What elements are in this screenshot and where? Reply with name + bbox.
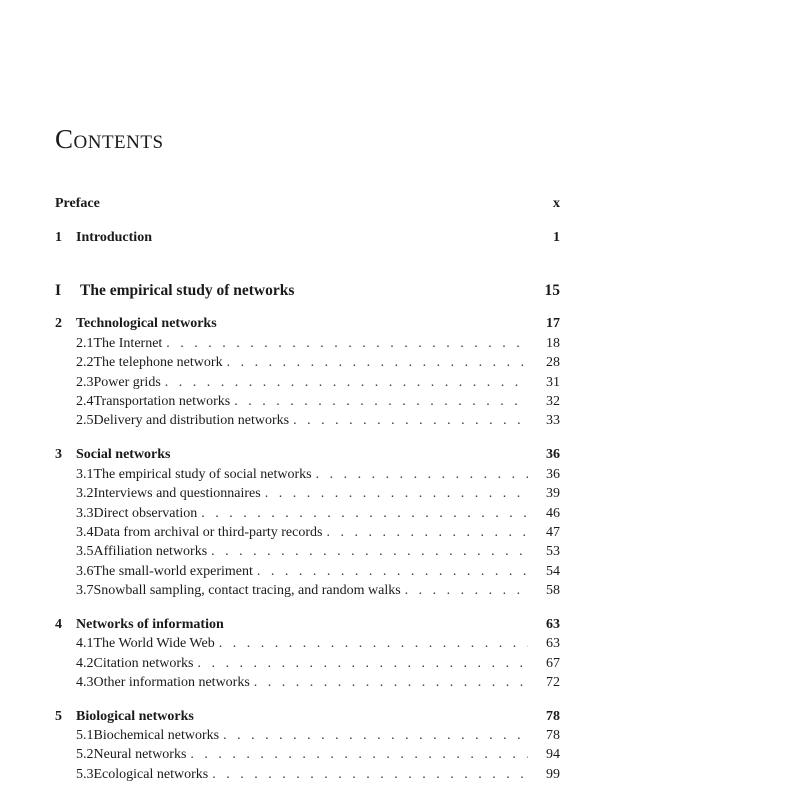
section-title: The World Wide Web [93,636,215,651]
section-title: Citation networks [93,656,194,671]
chapter-number: 2 [55,316,62,331]
toc-section[interactable] [55,486,560,502]
section-number: 4.3 [76,675,94,690]
dot-leader [219,636,528,652]
section-title: Affiliation networks [93,544,208,559]
dot-leader [212,767,528,783]
page-number: 36 [546,467,560,482]
chapter-number: 1 [55,230,62,245]
toc-section[interactable] [55,564,560,580]
section-title: Biochemical networks [93,728,220,743]
dot-leader [165,375,528,391]
page-number: 94 [546,747,560,762]
toc-chapter-1[interactable] [55,230,560,246]
page-number: 58 [546,583,560,598]
section-number: 5.1 [76,728,94,743]
chapter-title: Networks of information [76,617,224,632]
dot-leader [211,544,528,560]
page-number: 78 [546,709,560,724]
dot-leader [166,336,528,352]
toc-chapter-3[interactable] [55,447,560,463]
section-number: 2.5 [76,413,94,428]
dot-leader [316,467,528,483]
chapter-title: Social networks [76,447,171,462]
toc-section[interactable] [55,747,560,763]
page-number: 39 [546,486,560,501]
page-number: 63 [546,636,560,651]
toc-section[interactable] [55,506,560,522]
section-title: Snowball sampling, contact tracing, and random walks [93,583,401,598]
section-title: The small-world experiment [93,564,253,579]
dot-leader [293,413,528,429]
page-title: Contents [55,124,164,154]
dot-leader [257,564,528,580]
toc-chapter-4[interactable] [55,617,560,633]
page-number: 47 [546,525,560,540]
section-title: Other information networks [93,675,250,690]
toc-section[interactable] [55,583,560,599]
toc-section[interactable] [55,767,560,783]
page-number: 28 [546,355,560,370]
page-number: 99 [546,767,560,782]
section-title: Interviews and questionnaires [93,486,261,501]
section-title: Transportation networks [93,394,231,409]
dot-leader [254,675,528,691]
toc-entry-preface[interactable] [55,196,560,212]
dot-leader [190,747,528,763]
section-number: 4.1 [76,636,94,651]
toc-section[interactable] [55,355,560,371]
section-number: 5.2 [76,747,94,762]
section-title: Delivery and distribution networks [93,413,290,428]
section-number: 3.3 [76,506,94,521]
chapter-number: 3 [55,447,62,462]
toc-part-1[interactable] [55,282,560,300]
section-title: Power grids [93,375,161,390]
section-title: Direct observation [93,506,198,521]
section-number: 3.7 [76,583,94,598]
chapter-title: Introduction [76,230,152,245]
page-number: 54 [546,564,560,579]
section-title: The empirical study of social networks [93,467,312,482]
dot-leader [197,656,528,672]
section-number: 3.1 [76,467,94,482]
page-number: x [553,196,560,211]
toc-section[interactable] [55,336,560,352]
section-number: 3.2 [76,486,94,501]
toc-section[interactable] [55,636,560,652]
page-number: 67 [546,656,560,671]
page-number: 15 [544,282,560,299]
dot-leader [201,506,528,522]
dot-leader [265,486,528,502]
part-title: The empirical study of networks [80,282,295,299]
section-number: 2.2 [76,355,94,370]
section-title: Ecological networks [93,767,209,782]
toc-chapter-5[interactable] [55,709,560,725]
page-number: 36 [546,447,560,462]
section-title: Data from archival or third-party records [93,525,323,540]
page-number: 33 [546,413,560,428]
section-title: The telephone network [93,355,223,370]
dot-leader [223,728,528,744]
page-number: 46 [546,506,560,521]
toc-section[interactable] [55,675,560,691]
toc-section[interactable] [55,525,560,541]
section-number: 2.3 [76,375,94,390]
page-number: 1 [553,230,560,245]
toc-section[interactable] [55,375,560,391]
section-number: 3.4 [76,525,94,540]
section-number: 5.3 [76,767,94,782]
toc-section[interactable] [55,394,560,410]
toc-section[interactable] [55,467,560,483]
page-number: 31 [546,375,560,390]
dot-leader [234,394,528,410]
toc-chapter-2[interactable] [55,316,560,332]
page-number: 63 [546,617,560,632]
page-number: 18 [546,336,560,351]
page-number: 53 [546,544,560,559]
page-number: 32 [546,394,560,409]
toc-section[interactable] [55,544,560,560]
toc-section[interactable] [55,656,560,672]
page-number: 17 [546,316,560,331]
section-number: 2.4 [76,394,94,409]
section-number: 3.6 [76,564,94,579]
chapter-title: Technological networks [76,316,217,331]
dot-leader [405,583,528,599]
section-title: The Internet [93,336,163,351]
section-number: 2.1 [76,336,94,351]
dot-leader [326,525,528,541]
part-number: I [55,282,62,299]
section-number: 4.2 [76,656,94,671]
dot-leader [227,355,528,371]
chapter-number: 5 [55,709,62,724]
chapter-number: 4 [55,617,62,632]
toc-section[interactable] [55,413,560,429]
entry-title: Preface [55,196,100,211]
chapter-title: Biological networks [76,709,194,724]
section-title: Neural networks [93,747,187,762]
page-number: 72 [546,675,560,690]
section-number: 3.5 [76,544,94,559]
toc-section[interactable] [55,728,560,744]
page-number: 78 [546,728,560,743]
